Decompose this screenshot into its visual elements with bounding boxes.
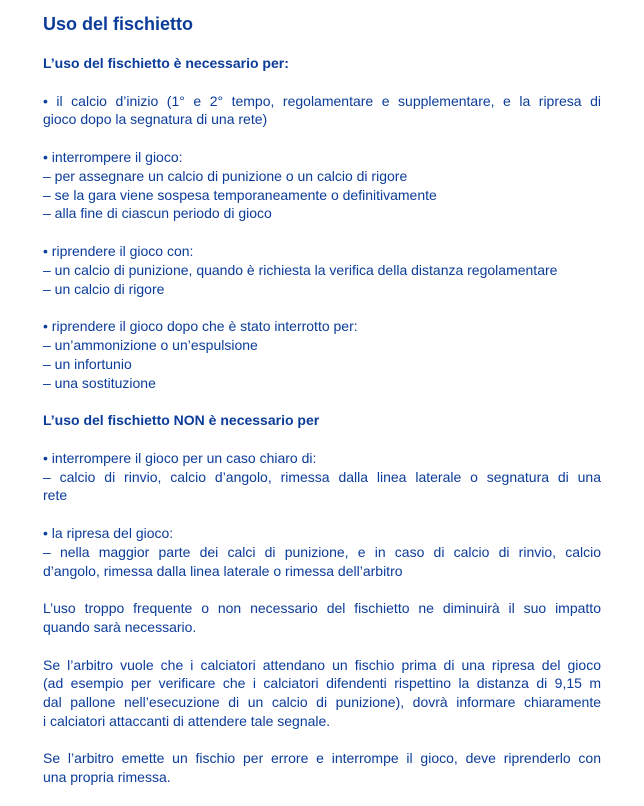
- text-line: • la ripresa del gioco:: [43, 524, 174, 541]
- text-line: • interrompere il gioco:: [43, 148, 183, 165]
- text-line: – un calcio di punizione, quando è richiesta la verifica della distanza regolamentare: [43, 261, 558, 278]
- text-line: una propria rimessa.: [43, 769, 171, 786]
- page-title: Uso del fischietto: [43, 14, 194, 34]
- text-line: • riprendere il gioco con:: [43, 242, 194, 259]
- text-line: – per assegnare un calcio di punizione o un calcio di rigore: [43, 167, 408, 184]
- text-line: i calciatori attaccanti di attendere tale segnale.: [43, 712, 331, 729]
- bullet-list: [43, 524, 601, 580]
- bullet-list: [43, 449, 601, 505]
- text-line: gioco dopo la segnatura di una rete): [43, 111, 268, 128]
- paragraph: [43, 749, 601, 787]
- bullet-list: [43, 242, 601, 298]
- text-line: L’uso troppo frequente o non necessario del fischietto ne diminuirà il suo impatto: [43, 600, 601, 617]
- paragraph: [43, 656, 601, 731]
- text-line: quando sarà necessario.: [43, 618, 197, 635]
- section-heading: [43, 54, 601, 73]
- text-line: • riprendere il gioco dopo che è stato interrotto per:: [43, 318, 358, 335]
- text-line: • interrompere il gioco per un caso chiaro di:: [43, 449, 317, 466]
- text-line: – se la gara viene sospesa temporaneamente o definitivamente: [43, 186, 437, 203]
- text-line: – un’ammonizione o un’espulsione: [43, 336, 258, 353]
- bullet-list: [43, 317, 601, 392]
- section-heading: [43, 411, 601, 430]
- text-line: – una sostituzione: [43, 374, 156, 391]
- text-line: L’uso del fischietto è necessario per:: [43, 55, 289, 71]
- text-line: • il calcio d’inizio (1° e 2° tempo, regolamentare e supplementare, e la ripresa di: [43, 92, 601, 109]
- text-line: – alla fine di ciascun periodo di gioco: [43, 205, 272, 222]
- text-line: Se l’arbitro vuole che i calciatori attendano un fischio prima di una ripresa del gioco: [43, 656, 601, 673]
- paragraph: [43, 599, 601, 637]
- text-line: – calcio di rinvio, calcio d’angolo, rimessa dalla linea laterale o segnatura di una: [43, 468, 601, 485]
- text-line: – un infortunio: [43, 355, 132, 372]
- bullet-list: [43, 148, 601, 223]
- document-body: [43, 54, 601, 806]
- paragraph: [43, 92, 601, 130]
- text-line: – un calcio di rigore: [43, 280, 165, 297]
- text-line: (ad esempio per verificare che i calciatori difendenti rispettino la distanza di 9,15 m: [43, 675, 601, 692]
- text-line: L’uso del fischietto NON è necessario per: [43, 412, 320, 429]
- text-line: – nella maggior parte dei calci di punizione, e in caso di calcio di rinvio, calcio: [43, 543, 601, 560]
- text-line: d’angolo, rimessa dalla linea laterale o rimessa dell’arbitro: [43, 562, 403, 579]
- text-line: rete: [43, 487, 68, 504]
- text-line: Se l’arbitro emette un fischio per errore e interrompe il gioco, deve riprenderlo con: [43, 750, 601, 767]
- text-line: dal pallone nell’esecuzione di un calcio di punizione), dovrà informare chiaramente: [43, 694, 601, 711]
